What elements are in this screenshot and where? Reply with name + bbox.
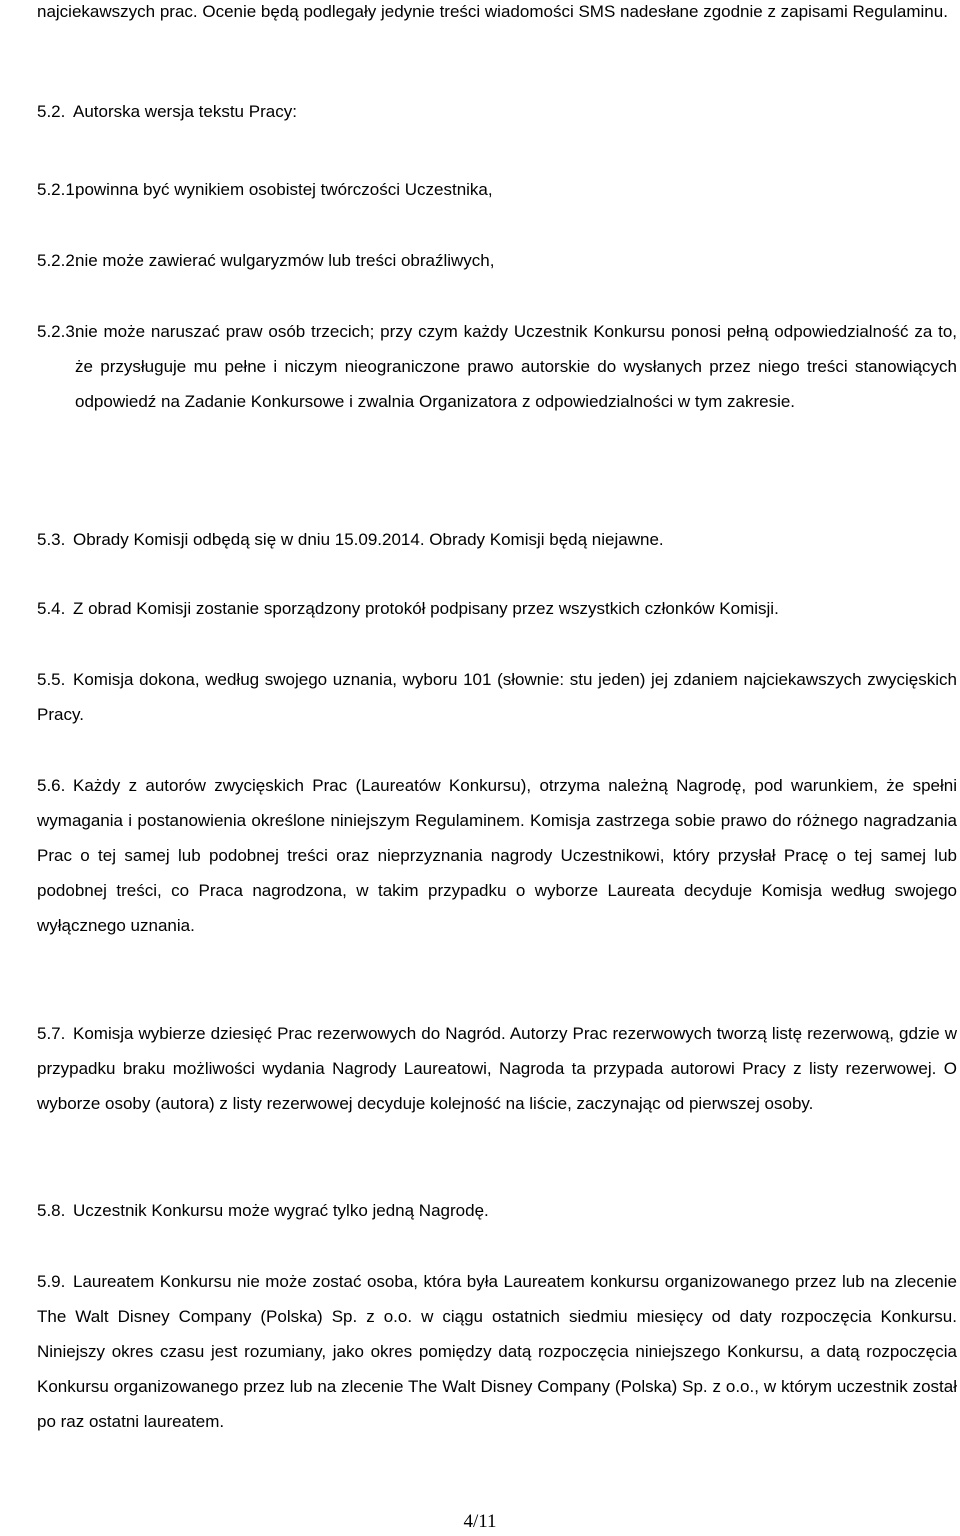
item-number: 5.2.1. (37, 180, 80, 199)
section-5-9 (0, 1264, 960, 1476)
section-text: Autorska wersja tekstu Pracy: (73, 102, 297, 121)
section-text: Komisja wybierze dziesięć Prac rezerwowych do Nagród. Autorzy Prac rezerwowych tworzą listę rezerwową, gdzie w przypadku braku możliwości wydania Nagrody Laureatowi, Nagroda ta przypada autorowi Pracy z listy rezerwowej. O wyborze osoby (autora) z listy rezerwowej decyduje kolejność na liście, zaczynając od pierwszej osoby. (37, 1024, 957, 1113)
intro-paragraph: najciekawszych prac. Ocenie będą podlegały jedynie treści wiadomości SMS nadesłane zgodnie z zapisami Regulaminu. (37, 2, 948, 21)
section-number: 5.5. (37, 670, 66, 689)
section-text: Uczestnik Konkursu może wygrać tylko jedną Nagrodę. (73, 1201, 489, 1220)
item-text: powinna być wynikiem osobistej twórczości Uczestnika, (75, 180, 493, 199)
section-5-2 (0, 94, 960, 129)
section-5-4 (0, 591, 960, 626)
section-text: Laureatem Konkursu nie może zostać osoba, która była Laureatem konkursu organizowanego przez lub na zlecenie The Walt Disney Company (Polska) Sp. z o.o. w ciągu ostatnich siedmiu miesięcy od daty rozpoczęcia Konkursu. Niniejszy okres czasu jest rozumiany, jako okres pomiędzy datą rozpoczęcia niniejszego Konkursu, a datą rozpoczęcia Konkursu organizowanego przez lub na zlecenie The Walt Disney Company (Polska) Sp. z o.o., w którym uczestnik został po raz ostatni laureatem. (37, 1272, 957, 1431)
section-number: 5.2. (37, 102, 66, 121)
section-5-3 (0, 522, 960, 557)
section-number: 5.8. (37, 1201, 66, 1220)
section-number: 5.3. (37, 530, 66, 549)
section-text: Komisja dokona, według swojego uznania, wyboru 101 (słownie: stu jeden) jej zdaniem najciekawszych zwycięskich Pracy. (37, 670, 957, 724)
item-number: 5.2.2. (37, 251, 80, 270)
section-5-8 (0, 1193, 960, 1228)
item-5-2-1 (0, 172, 960, 207)
section-number: 5.7. (37, 1024, 66, 1043)
section-5-6 (0, 768, 960, 980)
page-number: 4/11 (463, 1511, 497, 1532)
item-text: nie może zawierać wulgaryzmów lub treści obraźliwych, (75, 251, 495, 270)
item-text: nie może naruszać praw osób trzecich; przy czym każdy Uczestnik Konkursu ponosi pełną odpowiedzialność za to, że przysługuje mu pełne i niczym nieograniczone prawo autorskie do wysłanych przez niego treści stanowiących odpowiedź na Zadanie Konkursowe i zwalnia Organizatora z odpowiedzialności w tym zakresie. (75, 322, 957, 411)
item-5-2-2 (0, 243, 960, 278)
section-number: 5.6. (37, 776, 66, 795)
section-number: 5.9. (37, 1272, 66, 1291)
section-text: Z obrad Komisji zostanie sporządzony protokół podpisany przez wszystkich członków Komisji. (73, 599, 779, 618)
item-5-2-3 (0, 314, 960, 464)
section-text: Każdy z autorów zwycięskich Prac (Laureatów Konkursu), otrzyma należną Nagrodę, pod warunkiem, że spełni wymagania i postanowienia określone niniejszym Regulaminem. Komisja zastrzega sobie prawo do różnego nagradzania Prac o tej samej lub podobnej treści oraz nieprzyznania nagrody Uczestnikowi, który przysłał Pracę o tej samej lub podobnej treści, co Praca nagrodzona, w takim przypadku o wyborze Laureata decyduje Komisja według swojego wyłącznego uznania. (37, 776, 957, 935)
item-number: 5.2.3. (37, 322, 80, 341)
section-5-7 (0, 1016, 960, 1156)
section-5-5 (0, 662, 960, 732)
section-text: Obrady Komisji odbędą się w dniu 15.09.2014. Obrady Komisji będą niejawne. (73, 530, 664, 549)
section-number: 5.4. (37, 599, 66, 618)
